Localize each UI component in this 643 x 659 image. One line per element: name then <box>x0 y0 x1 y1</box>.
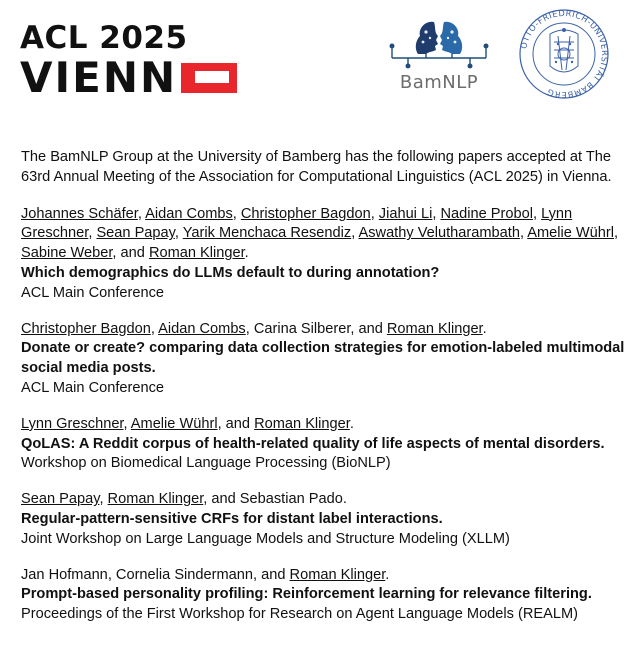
paper-list <box>21 148 629 641</box>
author-link[interactable]: Aidan Combs <box>145 205 233 222</box>
author-link[interactable]: Aidan Combs <box>158 320 246 337</box>
bamnlp-logo-text: BamNLP <box>399 72 479 93</box>
paper-title: Regular-pattern-sensitive CRFs for distant label interactions. <box>21 510 443 527</box>
author-link[interactable]: Roman Klinger <box>254 415 350 432</box>
paper-venue: ACL Main Conference <box>21 379 165 396</box>
paper-venue: ACL Main Conference <box>21 284 165 301</box>
author-link[interactable]: Nadine Probol <box>440 205 533 222</box>
author-name: Cornelia Sindermann <box>115 566 254 583</box>
university-bamberg-seal-icon <box>518 8 610 100</box>
paper-entry <box>21 205 629 304</box>
paper-title: QoLAS: A Reddit corpus of health-related quality of life aspects of mental disorders. <box>21 435 605 452</box>
paper-authors: Lynn Greschner, Amelie Wührl, and Roman Klinger. <box>21 415 354 432</box>
author-link[interactable]: Amelie Wührl <box>130 415 218 432</box>
author-link[interactable]: Yarik Menchaca Resendiz <box>182 225 352 242</box>
acl-logo-city: VIENN <box>20 53 178 102</box>
author-link[interactable]: Aswathy Velutharambath <box>358 225 520 242</box>
author-link[interactable]: Lynn Greschner <box>21 205 573 242</box>
author-link[interactable]: Sean Papay <box>96 225 175 242</box>
paper-authors: Johannes Schäfer, Aidan Combs, Christopher Bagdon, Jiahui Li, Nadine Probol, Lynn Greschner, Sean Papay, Yarik Menchaca Resendiz, Aswathy Velutharambath, Amelie Wührl, Sabine Weber, and Roman Klinger. <box>21 205 619 262</box>
paper-venue: Workshop on Biomedical Language Processing (BioNLP) <box>21 455 391 472</box>
bamnlp-logo <box>378 14 500 94</box>
paper-entry <box>21 415 629 474</box>
author-link[interactable]: Roman Klinger <box>386 320 483 337</box>
author-link[interactable]: Christopher Bagdon <box>21 320 151 337</box>
author-link[interactable]: Lynn Greschner <box>21 415 124 432</box>
page-header <box>0 0 643 130</box>
author-link[interactable]: Amelie Wührl <box>527 225 615 242</box>
paper-entry <box>21 490 629 549</box>
bamnlp-heads-icon <box>378 14 500 74</box>
author-link[interactable]: Jiahui Li <box>378 205 433 222</box>
intro-paragraph: The BamNLP Group at the University of Bamberg has the following papers accepted at The 63rd Annual Meeting of the Association for Computational Linguistics (ACL 2025) in Vienna. <box>21 149 612 185</box>
author-link[interactable]: Roman Klinger <box>148 245 245 262</box>
svg-text:OTTO-FRIEDRICH-UNIVERSITÄT BAM: OTTO-FRIEDRICH-UNIVERSITÄT BAMBERG <box>518 8 610 100</box>
author-link[interactable]: Christopher Bagdon <box>240 205 371 222</box>
paper-venue: Joint Workshop on Large Language Models and Structure Modeling (XLLM) <box>21 530 510 547</box>
author-link[interactable]: Johannes Schäfer <box>21 205 138 222</box>
acl-logo-red-a-shape <box>181 63 237 93</box>
paper-venue: Proceedings of the First Workshop for Research on Agent Language Models (REALM) <box>21 606 579 623</box>
author-name: Sebastian Pado <box>239 491 343 508</box>
author-link[interactable]: Sean Papay <box>21 491 100 508</box>
acl-logo-line2 <box>20 53 320 102</box>
paper-title: Donate or create? comparing data collection strategies for emotion-labeled multimodal social media posts. <box>21 340 625 377</box>
paper-title: Which demographics do LLMs default to during annotation? <box>21 264 440 281</box>
author-link[interactable]: Sabine Weber <box>21 245 113 262</box>
author-link[interactable]: Roman Klinger <box>107 491 204 508</box>
paper-entry <box>21 566 629 625</box>
paper-authors: Sean Papay, Roman Klinger, and Sebastian Pado. <box>21 491 347 508</box>
paper-entry <box>21 320 629 399</box>
paper-authors: Jan Hofmann, Cornelia Sindermann, and Roman Klinger. <box>21 566 390 583</box>
author-name: Jan Hofmann <box>21 566 108 583</box>
paper-authors: Christopher Bagdon, Aidan Combs, Carina Silberer, and Roman Klinger. <box>21 320 487 337</box>
acl-logo-line1: ACL 2025 <box>20 20 188 56</box>
paper-title: Prompt-based personality profiling: Reinforcement learning for relevance filtering. <box>21 586 592 603</box>
acl-2025-vienna-logo <box>20 20 320 100</box>
author-link[interactable]: Roman Klinger <box>289 566 386 583</box>
papers-container <box>21 205 629 625</box>
author-name: Carina Silberer <box>253 320 351 337</box>
